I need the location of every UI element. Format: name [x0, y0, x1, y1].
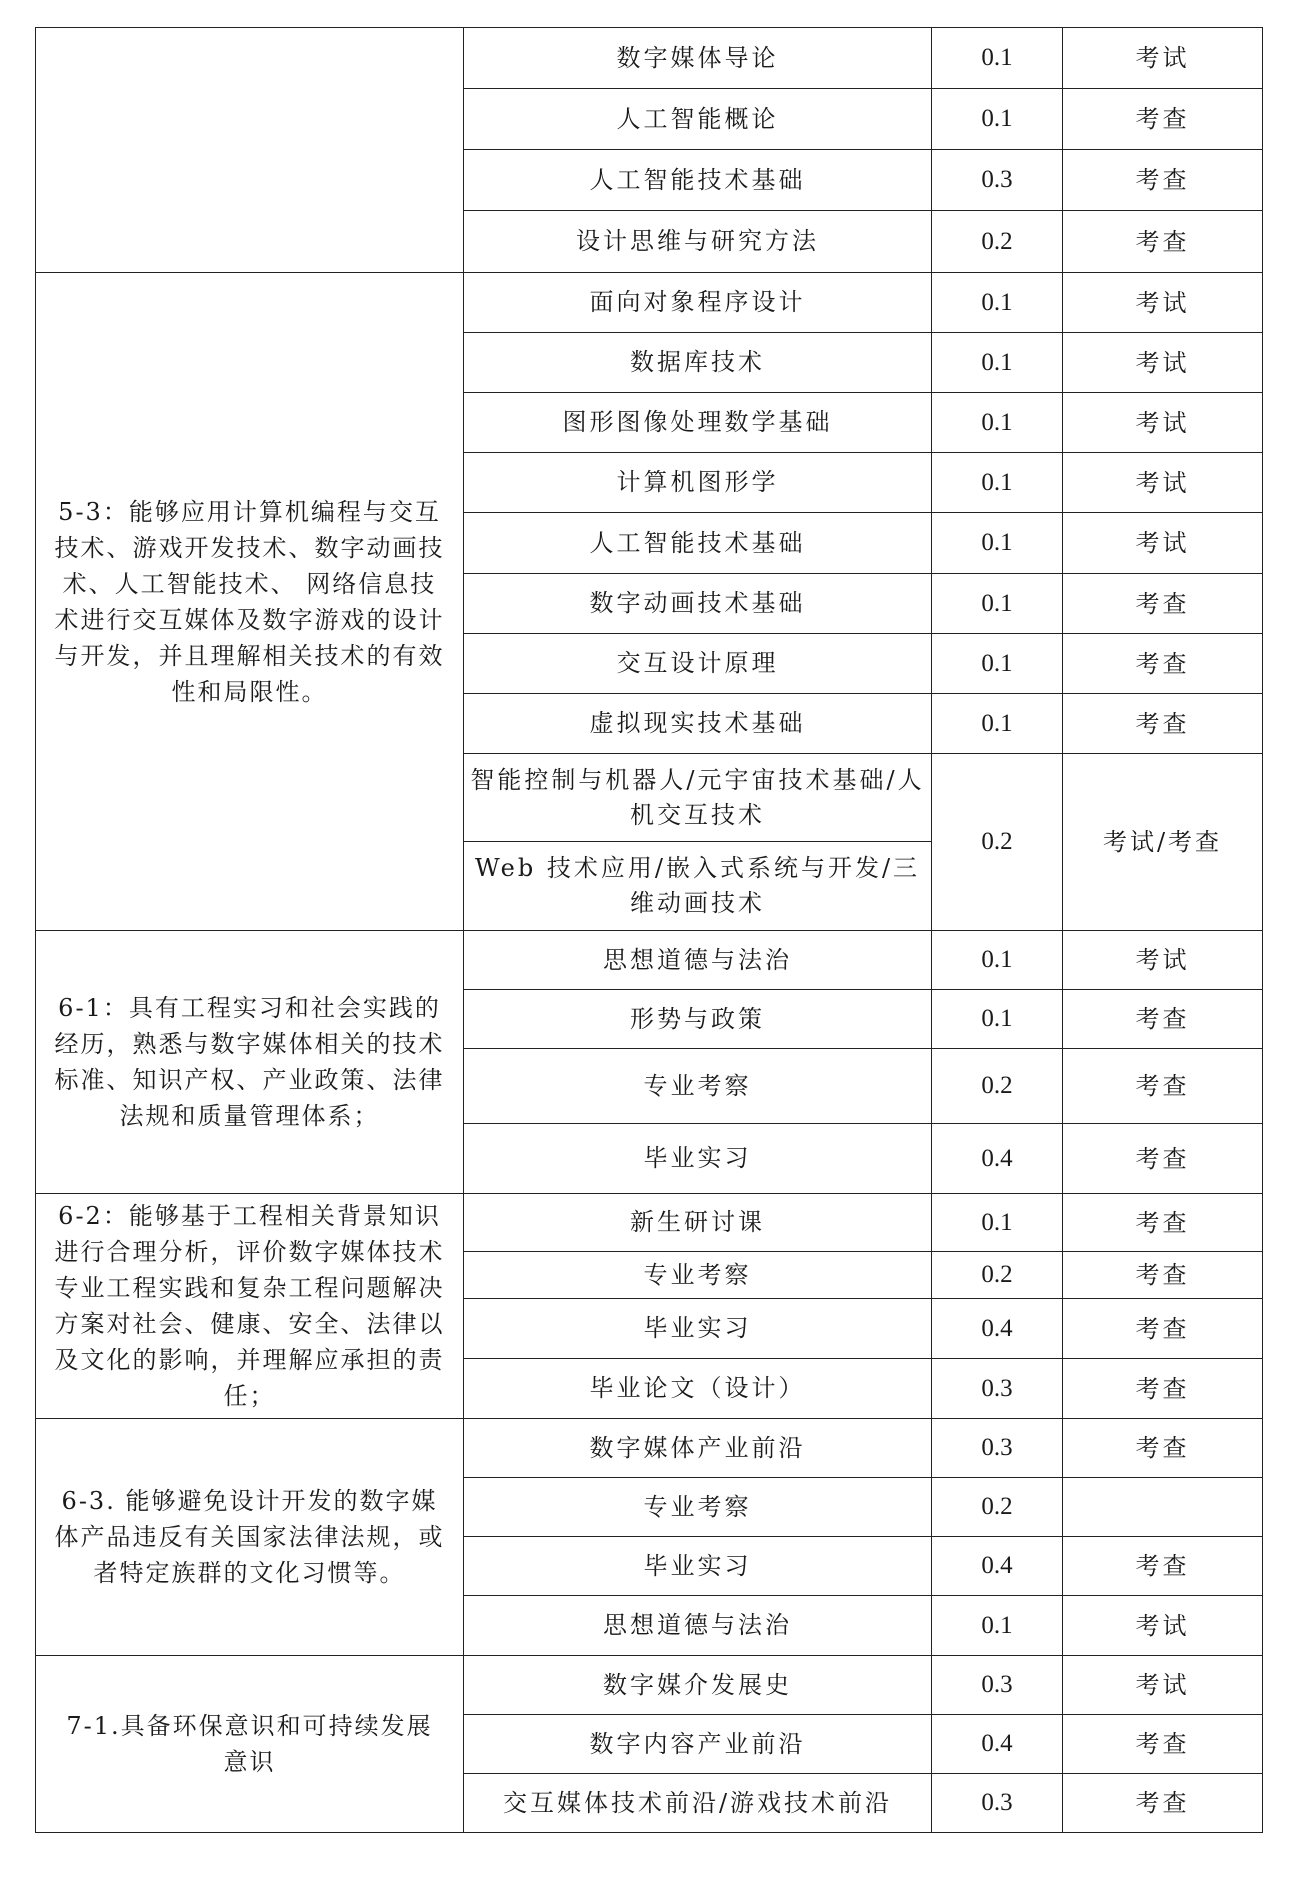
weight-cell: 0.1 — [932, 1194, 1063, 1252]
assessment-cell: 考试 — [1063, 333, 1263, 393]
assessment-cell: 考试 — [1063, 1656, 1263, 1715]
course-cell: 设计思维与研究方法 — [464, 211, 932, 273]
weight-cell: 0.1 — [932, 28, 1063, 89]
elective-course-cell: 智能控制与机器人/元宇宙技术基础/人机交互技术 — [464, 754, 932, 842]
course-cell: 数据库技术 — [464, 333, 932, 393]
weight-cell: 0.3 — [932, 150, 1063, 211]
assessment-cell: 考查 — [1063, 634, 1263, 694]
course-cell: 思想道德与法治 — [464, 931, 932, 990]
assessment-cell: 考查 — [1063, 990, 1263, 1049]
indicator-cell — [36, 28, 464, 273]
assessment-cell: 考查 — [1063, 1194, 1263, 1252]
course-cell: 专业考察 — [464, 1252, 932, 1299]
course-cell: 数字媒体导论 — [464, 28, 932, 89]
assessment-cell: 考查 — [1063, 1537, 1263, 1596]
weight-cell: 0.1 — [932, 453, 1063, 513]
course-cell: 数字内容产业前沿 — [464, 1715, 932, 1774]
indicator-cell: 6-3. 能够避免设计开发的数字媒体产品违反有关国家法律法规，或者特定族群的文化习惯等。 — [36, 1419, 464, 1656]
table-row — [36, 28, 1263, 89]
weight-cell: 0.2 — [932, 1049, 1063, 1124]
assessment-cell: 考查 — [1063, 694, 1263, 754]
assessment-cell: 考查 — [1063, 1049, 1263, 1124]
course-cell: 面向对象程序设计 — [464, 273, 932, 333]
course-cell: 数字媒体产业前沿 — [464, 1419, 932, 1478]
weight-cell: 0.2 — [932, 1478, 1063, 1537]
table-row — [36, 931, 1263, 990]
assessment-cell — [1063, 1478, 1263, 1537]
course-cell: 交互设计原理 — [464, 634, 932, 694]
course-support-matrix-table — [35, 27, 1263, 1833]
weight-cell: 0.1 — [932, 273, 1063, 333]
course-cell: 专业考察 — [464, 1049, 932, 1124]
course-cell: 交互媒体技术前沿/游戏技术前沿 — [464, 1774, 932, 1833]
assessment-cell: 考试/考查 — [1063, 754, 1263, 931]
course-cell: 新生研讨课 — [464, 1194, 932, 1252]
assessment-cell: 考查 — [1063, 1774, 1263, 1833]
course-cell: 人工智能技术基础 — [464, 150, 932, 211]
weight-cell: 0.4 — [932, 1715, 1063, 1774]
weight-cell: 0.2 — [932, 211, 1063, 273]
course-cell: 毕业论文（设计） — [464, 1359, 932, 1419]
assessment-cell: 考查 — [1063, 150, 1263, 211]
course-cell: 计算机图形学 — [464, 453, 932, 513]
assessment-cell: 考查 — [1063, 574, 1263, 634]
weight-cell: 0.2 — [932, 754, 1063, 931]
indicator-cell: 5-3：能够应用计算机编程与交互技术、游戏开发技术、数字动画技术、人工智能技术、 网络信息技术进行交互媒体及数字游戏的设计与开发，并且理解相关技术的有效性和局限性。 — [36, 273, 464, 931]
course-cell: 思想道德与法治 — [464, 1596, 932, 1656]
course-cell: 数字动画技术基础 — [464, 574, 932, 634]
course-cell: 专业考察 — [464, 1478, 932, 1537]
weight-cell: 0.3 — [932, 1656, 1063, 1715]
weight-cell: 0.1 — [932, 931, 1063, 990]
assessment-cell: 考试 — [1063, 393, 1263, 453]
course-cell: 人工智能技术基础 — [464, 513, 932, 574]
weight-cell: 0.2 — [932, 1252, 1063, 1299]
weight-cell: 0.4 — [932, 1537, 1063, 1596]
course-cell: 毕业实习 — [464, 1299, 932, 1359]
table-row — [36, 1656, 1263, 1715]
course-cell: 人工智能概论 — [464, 89, 932, 150]
weight-cell: 0.4 — [932, 1124, 1063, 1194]
weight-cell: 0.1 — [932, 574, 1063, 634]
weight-cell: 0.3 — [932, 1419, 1063, 1478]
assessment-cell: 考查 — [1063, 1359, 1263, 1419]
weight-cell: 0.1 — [932, 990, 1063, 1049]
assessment-cell: 考试 — [1063, 1596, 1263, 1656]
table-row — [36, 1194, 1263, 1252]
assessment-cell: 考试 — [1063, 273, 1263, 333]
course-cell: 虚拟现实技术基础 — [464, 694, 932, 754]
assessment-cell: 考查 — [1063, 1252, 1263, 1299]
course-cell: 毕业实习 — [464, 1124, 932, 1194]
weight-cell: 0.1 — [932, 393, 1063, 453]
course-cell: 数字媒介发展史 — [464, 1656, 932, 1715]
assessment-cell: 考查 — [1063, 211, 1263, 273]
assessment-cell: 考试 — [1063, 453, 1263, 513]
assessment-cell: 考试 — [1063, 513, 1263, 574]
assessment-cell: 考试 — [1063, 931, 1263, 990]
course-cell: 图形图像处理数学基础 — [464, 393, 932, 453]
assessment-cell: 考试 — [1063, 28, 1263, 89]
weight-cell: 0.3 — [932, 1359, 1063, 1419]
weight-cell: 0.1 — [932, 1596, 1063, 1656]
table-row — [36, 1419, 1263, 1478]
weight-cell: 0.1 — [932, 333, 1063, 393]
course-cell: 毕业实习 — [464, 1537, 932, 1596]
weight-cell: 0.3 — [932, 1774, 1063, 1833]
weight-cell: 0.1 — [932, 513, 1063, 574]
weight-cell: 0.4 — [932, 1299, 1063, 1359]
indicator-cell: 6-2：能够基于工程相关背景知识进行合理分析，评价数字媒体技术专业工程实践和复杂工程问题解决方案对社会、健康、安全、法律以及文化的影响，并理解应承担的责任； — [36, 1194, 464, 1419]
weight-cell: 0.1 — [932, 89, 1063, 150]
indicator-cell: 6-1：具有工程实习和社会实践的经历，熟悉与数字媒体相关的技术标准、知识产权、产业政策、法律法规和质量管理体系； — [36, 931, 464, 1194]
assessment-cell: 考查 — [1063, 1715, 1263, 1774]
table-row — [36, 273, 1263, 333]
course-cell: 形势与政策 — [464, 990, 932, 1049]
assessment-cell: 考查 — [1063, 1124, 1263, 1194]
assessment-cell: 考查 — [1063, 89, 1263, 150]
assessment-cell: 考查 — [1063, 1299, 1263, 1359]
weight-cell: 0.1 — [932, 694, 1063, 754]
assessment-cell: 考查 — [1063, 1419, 1263, 1478]
elective-course-cell: Web 技术应用/嵌入式系统与开发/三维动画技术 — [464, 842, 932, 931]
indicator-cell: 7-1.具备环保意识和可持续发展意识 — [36, 1656, 464, 1833]
weight-cell: 0.1 — [932, 634, 1063, 694]
